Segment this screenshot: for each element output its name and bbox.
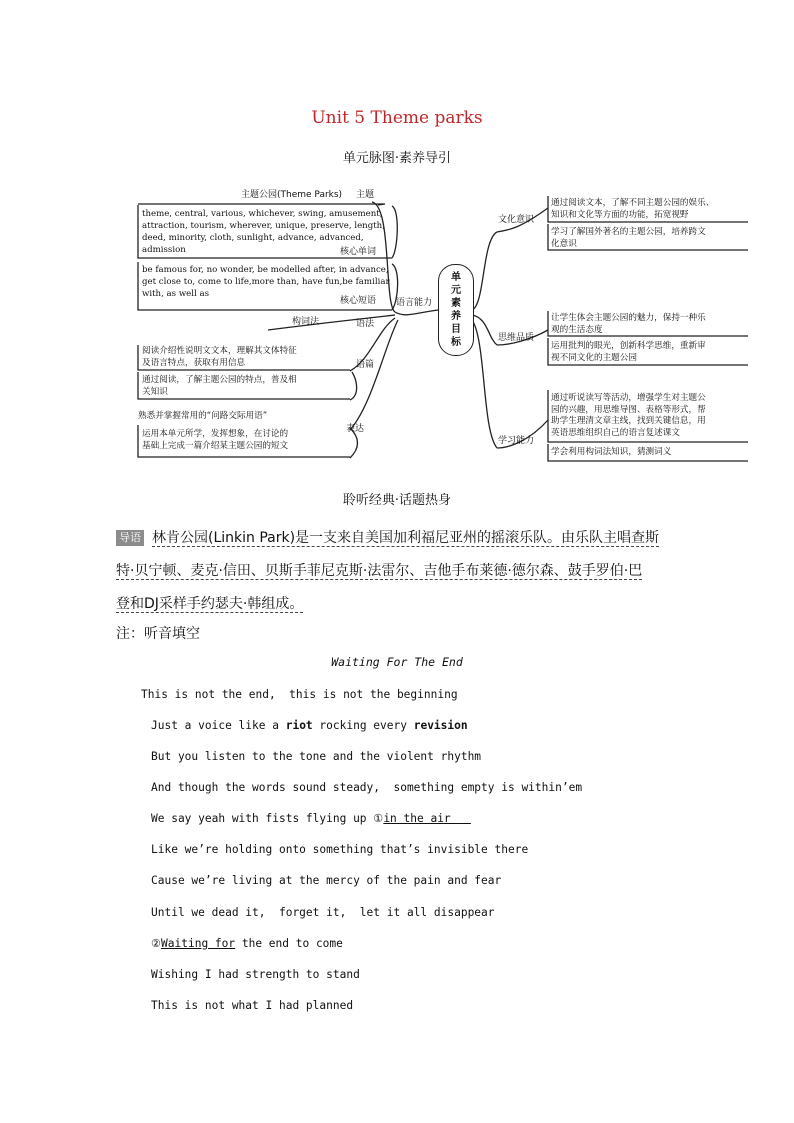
mindmap-phrase-node: 核心短语 [340,296,377,306]
unit-title: Unit 5 Theme parks [311,108,483,128]
lyric-line-9: ②Waiting for the end to come [151,937,343,950]
lyric-line-8: Until we dead it, forget it, let it all disappear [151,906,495,919]
mindmap-thinking-node: 思维品质 [498,333,535,343]
intro-line-1: 林肯公园(Linkin Park)是一支来自美国加利福尼亚州的摇滚乐队。由乐队主唱查斯 [152,530,660,546]
section-heading-mindmap: 单元脉图·素养导引 [342,151,452,166]
mindmap-culture-box1: 通过阅读文本，了解不同主题公园的娱乐、 知识和文化等方面的功能，拓宽视野 [551,198,715,220]
mindmap-expression-node: 表达 [346,424,365,434]
blank-1: in the air [383,812,471,825]
lyric-line-2: Just a voice like a riot rocking every revision [151,719,468,732]
mindmap-expression-label: 熟悉并掌握常用的“问路交际用语” [138,411,268,421]
lyric-line-10: Wishing I had strength to stand [151,968,360,981]
mindmap-language-ability: 语言能力 [396,298,433,308]
lyric-line-1: This is not the end, this is not the beginning [141,688,458,701]
mindmap-grammar-node: 语法 [356,319,375,329]
mindmap-discourse-box1: 阅读介绍性说明文文本，理解其文体特征 及语言特点，获取有用信息 [142,346,297,368]
intro-line-2: 特·贝宁顿、麦克·信田、贝斯手菲尼克斯·法雷尔、吉他手布莱德·德尔森、鼓手罗伯·巴 [116,563,643,579]
lyric-line-3: But you listen to the tone and the violent rhythm [151,750,482,763]
mindmap-learning-box1: 通过听说读写等活动，增强学生对主题公 园的兴趣，用思维导图、表格等形式，帮 助学生理清文章主线，找到关键信息，用 英语思维组织自己的语言复述课文 [551,393,706,438]
lyric-line-5: We say yeah with fists flying up ①in the air [151,812,471,825]
mindmap-discourse-box2: 通过阅读，了解主题公园的特点，普及相 关知识 [142,375,297,397]
lyric-line-11: This is not what I had planned [151,999,354,1012]
mindmap-phrase-list: be famous for, no wonder, be modelled after, in advance, get close to, come to life,more than, have fun,be familiar with, as well as [142,265,390,299]
song-title: Waiting For The End [331,655,463,669]
intro-line-3: 登和DJ采样手约瑟夫·韩组成。 [116,596,304,612]
fill-in-note: 注：听音填空 [116,626,200,642]
lyric-line-7: Cause we’re living at the mercy of the pain and fear [151,874,502,887]
mindmap-discourse-node: 语篇 [356,360,375,370]
mindmap-learning-node: 学习能力 [498,436,535,446]
mindmap-culture-node: 文化意识 [498,215,535,225]
blank-2: Waiting for [161,937,236,950]
mindmap-thinking-box1: 让学生体会主题公园的魅力，保持一种乐 观的生活态度 [551,313,706,335]
mindmap-theme-node: 主题 [356,190,375,200]
mindmap-expression-box: 运用本单元所学，发挥想象，在讨论的 基础上完成一篇介绍某主题公园的短文 [142,429,289,451]
mindmap-vocab-list: theme, central, various, whichever, swing, amusement, attraction, tourism, wherever, unique, preserve, length, deed, minority, cloth, sunlight, advance, advanced, admission [142,209,385,255]
section-heading-warmup: 聆听经典·话题热身 [342,493,452,508]
lyric-line-6: Like we’re holding onto something that’s invisible there [151,843,529,856]
mindmap-culture-box2: 学习了解国外著名的主题公园，培养跨文 化意识 [551,227,706,249]
mindmap-theme-label: 主题公园(Theme Parks) [241,190,343,200]
mindmap-vocab-node: 核心单词 [340,247,377,257]
intro-badge: 导语 [116,530,144,546]
lyric-line-4: And though the words sound steady, something empty is within’em [151,781,583,794]
intro-paragraph [116,522,696,621]
mindmap-wordform-label: 构词法 [292,317,320,327]
mindmap-learning-box2: 学会利用构词法知识，猜测词义 [551,447,672,457]
mindmap-thinking-box2: 运用批判的眼光，创新科学思维，重新审 视不同文化的主题公园 [551,341,706,363]
mindmap-center-node: 单 元 素 养 目 标 [438,264,474,356]
